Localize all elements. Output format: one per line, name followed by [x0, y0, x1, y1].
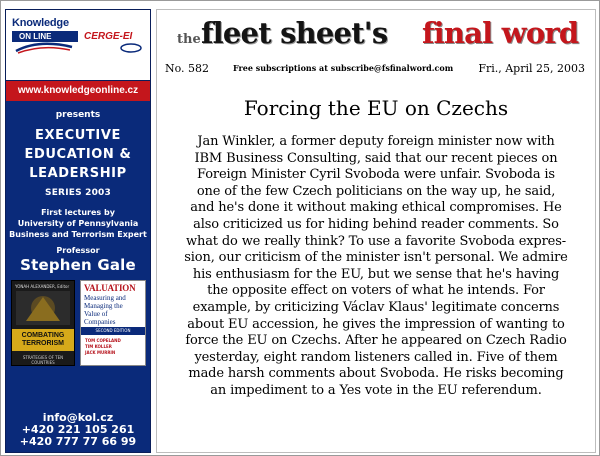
masthead-title: fleet sheet's — [201, 16, 388, 50]
article-line: force the EU on Czechs. After he appeared on Czech Radio — [185, 333, 567, 349]
book-subtitle — [84, 294, 146, 326]
logo-area[interactable] — [6, 10, 150, 81]
book-subtitle-line: Managing the — [84, 302, 123, 310]
book-title — [12, 329, 74, 351]
ad-banner[interactable] — [5, 9, 151, 453]
program-line: LEADERSHIP — [29, 166, 127, 181]
book-title-line: COMBATING — [21, 332, 65, 339]
article-line: about EU accession, he gives the impression of wanting to — [187, 316, 565, 332]
contact-phone: +420 777 77 66 99 — [19, 435, 137, 448]
article-line: one of the few Czech politicians on the way up, he said, — [196, 183, 556, 199]
knowledge-online-logo: Knowledge — [12, 17, 69, 29]
book-covers — [6, 280, 150, 370]
book-subtitle-line: Companies — [84, 318, 116, 326]
newsletter-page — [156, 9, 596, 453]
presents-label: presents — [55, 110, 101, 120]
book-author: YONAH ALEXANDER, Editor — [15, 284, 70, 289]
ad-url[interactable]: www.knowledgeonline.cz — [6, 81, 150, 101]
article-line: made harsh comments about Svoboda. He risks becoming — [188, 366, 564, 382]
cerge-ei-logo: CERGE-EI — [84, 31, 133, 42]
book-art-icon — [16, 291, 70, 325]
article-line: an impediment to a Yes vote in the EU referendum. — [210, 382, 542, 398]
contact-phone: +420 221 105 261 — [21, 423, 135, 436]
issue-info-bar — [157, 62, 595, 78]
book-title-line: TERRORISM — [22, 340, 64, 347]
article-body — [171, 134, 581, 400]
lectures-text — [6, 207, 150, 240]
issue-date: Fri., April 25, 2003 — [478, 62, 585, 75]
masthead-the: the — [177, 32, 201, 47]
program-title — [6, 126, 150, 183]
book-subtitle: STRATEGIES OF TEN COUNTRIES — [22, 355, 64, 365]
book-title: VALUATION — [84, 283, 136, 293]
contact-info — [6, 412, 150, 448]
lectures-line: Business and Terrorism Expert — [9, 230, 147, 239]
book-authors — [85, 338, 121, 356]
book-subtitle-line: Value of — [84, 310, 108, 318]
book-author: TIM KOLLER — [85, 344, 112, 349]
book-cover-valuation — [80, 280, 146, 366]
masthead-title-accent: final word — [422, 16, 579, 50]
masthead — [157, 10, 595, 58]
lectures-line: University of Pennsylvania — [17, 219, 139, 228]
book-subtitle-line: Measuring and — [84, 294, 126, 302]
book-edition: SECOND EDITION — [81, 327, 145, 335]
program-line: EXECUTIVE — [35, 128, 121, 143]
series-label: SERIES 2003 — [45, 188, 111, 198]
professor-label: Professor — [56, 246, 100, 255]
article-line: and he's done it without making ethical compromises. He — [190, 200, 562, 216]
lectures-line: First lectures by — [41, 208, 115, 217]
professor-name: Stephen Gale — [20, 256, 136, 274]
contact-email[interactable]: info@kol.cz — [42, 411, 114, 424]
issue-number: No. 582 — [165, 62, 210, 75]
article-line: his enthusiasm for the EU, but we sense that he's having — [192, 266, 560, 282]
book-author: JACK MURRIN — [85, 350, 116, 355]
article-line: the opposite effect on voters of what he intends. For — [207, 283, 545, 299]
article-line: sion, our criticism of the minister isn't personal. We admire — [184, 250, 568, 266]
program-line: EDUCATION & — [24, 147, 132, 162]
book-cover-combating-terrorism — [11, 280, 75, 366]
book-author: TOM COPELAND — [85, 338, 121, 343]
article-line: IBM Business Consulting, said that our recent pieces on — [194, 150, 558, 166]
article-line: Foreign Minister Cyril Svoboda were unfair. Svoboda is — [197, 167, 555, 183]
article-line: Jan Winkler, a former deputy foreign minister now with — [197, 134, 555, 149]
subscribe-link[interactable]: Free subscriptions at subscribe@fsfinalword.com — [233, 63, 454, 73]
article-line: what do we really think? To use a favorite Svoboda expres- — [186, 233, 566, 249]
cerge-ring-icon — [120, 43, 142, 53]
swoosh-icon — [14, 41, 74, 55]
article-headline: Forcing the EU on Czechs — [243, 96, 509, 120]
article-line: example, by criticizing Václav Klaus' legitimate concerns — [192, 299, 560, 315]
article-line: also criticized us for hiding behind reader comments. So — [193, 216, 559, 232]
article-line: yesterday, eight random listeners called in. Five of them — [194, 349, 558, 365]
online-logo-bar: ON LINE — [12, 31, 78, 42]
